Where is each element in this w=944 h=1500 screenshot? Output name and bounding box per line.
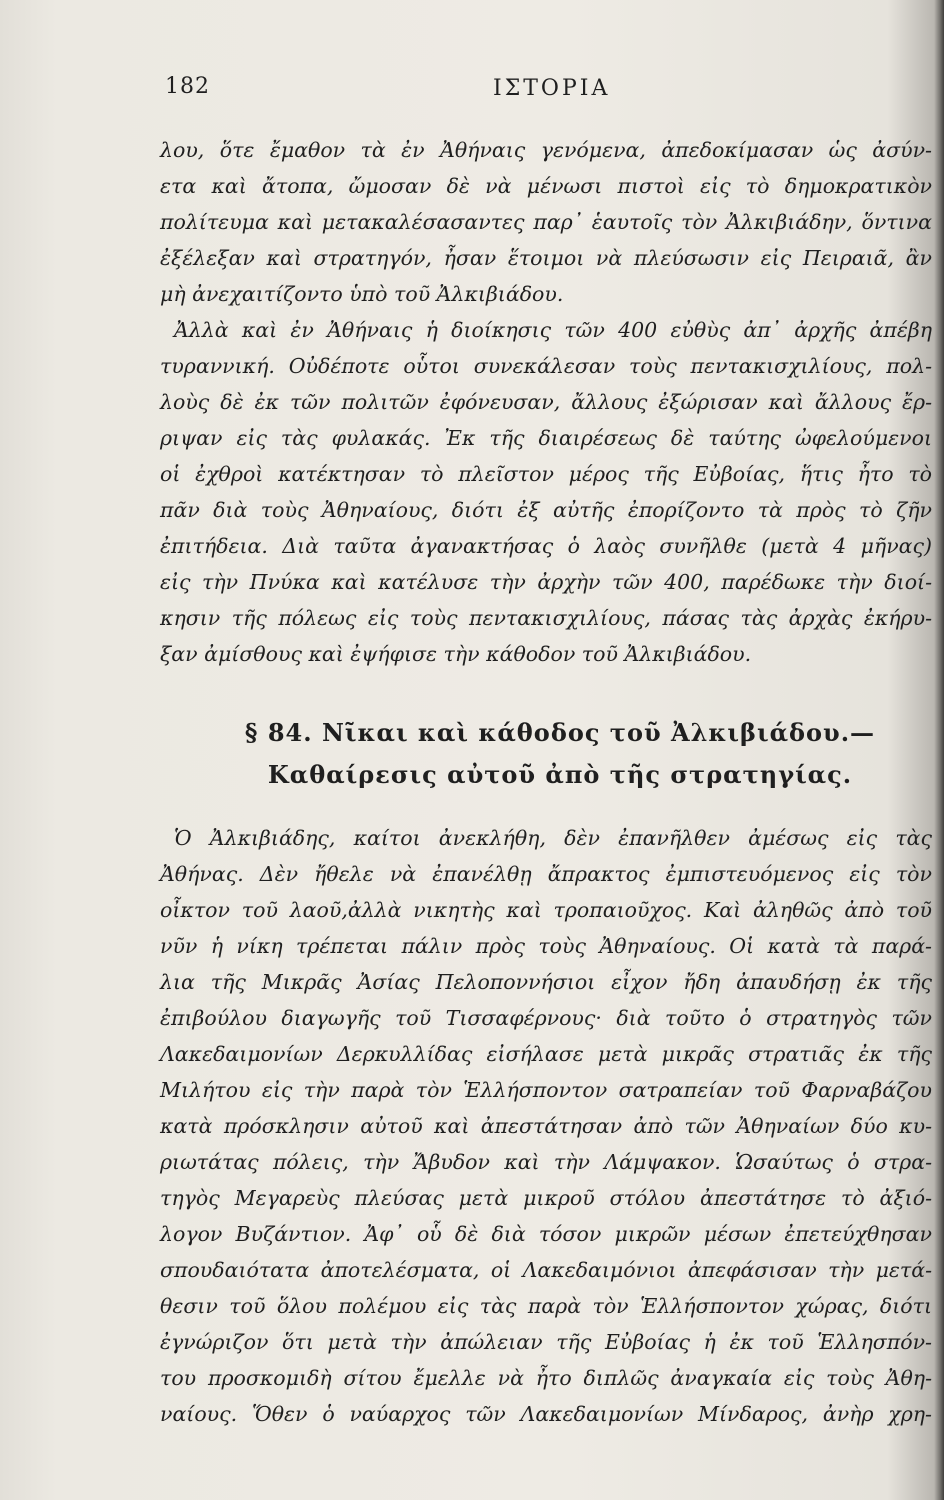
text-line: Λακεδαιμονίων Δερκυλλίδας εἰσήλασε μετὰ μικρᾶς στρατιᾶς ἐκ τῆς xyxy=(160,1042,932,1066)
text-line: ἐξέλεξαν καὶ στρατηγόν, ἦσαν ἕτοιμοι νὰ πλεύσωσιν εἰς Πειραιᾶ, ἂν xyxy=(160,246,932,270)
text-line: ξαν ἀμίσθους καὶ ἐψήφισε τὴν κάθοδον τοῦ Ἀλκιβιάδου. xyxy=(160,642,752,666)
text-line: ναίους. Ὅθεν ὁ ναύαρχος τῶν Λακεδαιμονίων Μίνδαρος, ἀνὴρ χρη- xyxy=(160,1402,932,1426)
text-line: λογον Βυζάντιον. Ἀφ᾽ οὗ δὲ διὰ τόσον μικρῶν μέσων ἐπετεύχθησαν xyxy=(160,1222,932,1246)
text-line: ριψαν εἰς τὰς φυλακάς. Ἐκ τῆς διαιρέσεως δὲ ταύτης ὠφελούμενοι xyxy=(160,426,932,450)
text-line: μὴ ἀνεχαιτίζοντο ὑπὸ τοῦ Ἀλκιβιάδου. xyxy=(160,282,564,306)
section-heading xyxy=(200,712,920,796)
text-line: του προσκομιδὴ σίτου ἔμελλε νὰ ἦτο διπλῶς ἀναγκαία εἰς τοὺς Ἀθη- xyxy=(160,1366,932,1390)
text-line: κησιν τῆς πόλεως εἰς τοὺς πεντακισχιλίους, πάσας τὰς ἀρχὰς ἐκήρυ- xyxy=(160,606,932,630)
text-line: σπουδαιότατα ἀποτελέσματα, οἱ Λακεδαιμόνιοι ἀπεφάσισαν τὴν μετά- xyxy=(160,1258,932,1282)
text-block-bottom xyxy=(160,820,932,1432)
text-line: ἐπιτήδεια. Διὰ ταῦτα ἀγανακτήσας ὁ λαὸς συνῆλθε (μετὰ 4 μῆνας) xyxy=(160,534,932,558)
running-title: ΙΣΤΟΡΙΑ xyxy=(493,76,611,101)
text-line: νῦν ἡ νίκη τρέπεται πάλιν πρὸς τοὺς Ἀθηναίους. Οἱ κατὰ τὰ παρά- xyxy=(160,934,932,958)
text-line: Ἀλλὰ καὶ ἐν Ἀθήναις ἡ διοίκησις τῶν 400 εὐθὺς ἀπ᾽ ἀρχῆς ἀπέβη xyxy=(174,318,932,342)
text-line: ετα καὶ ἄτοπα, ὤμοσαν δὲ νὰ μένωσι πιστοὶ εἰς τὸ δημοκρατικὸν xyxy=(160,174,932,198)
page-edge-shadow xyxy=(934,0,944,1500)
text-line: οἶκτον τοῦ λαοῦ,ἀλλὰ νικητὴς καὶ τροπαιοῦχος. Καὶ ἀληθῶς ἀπὸ τοῦ xyxy=(160,898,932,922)
text-line: λια τῆς Μικρᾶς Ἀσίας Πελοποννήσιοι εἶχον ἤδη ἀπαυδήσῃ ἐκ τῆς xyxy=(160,970,932,994)
section-heading-line-2: Καθαίρεσις αὐτοῦ ἀπὸ τῆς στρατηγίας. xyxy=(267,760,853,789)
text-line: ριωτάτας πόλεις, τὴν Ἄβυδον καὶ τὴν Λάμψακον. Ὡσαύτως ὁ στρα- xyxy=(160,1150,932,1174)
text-line: Ὁ Ἀλκιβιάδης, καίτοι ἀνεκλήθη, δὲν ἐπανῆλθεν ἀμέσως εἰς τὰς xyxy=(174,826,932,850)
text-line: πολίτευμα καὶ μετακαλέσασαντες παρ᾽ ἑαυτοῖς τὸν Ἀλκιβιάδην, ὅντινα xyxy=(160,210,932,234)
text-line: Μιλήτου εἰς τὴν παρὰ τὸν Ἑλλήσποντον σατραπείαν τοῦ Φαρναβάζου xyxy=(160,1078,932,1102)
text-line: οἱ ἐχθροὶ κατέκτησαν τὸ πλεῖστον μέρος τῆς Εὐβοίας, ἥτις ἦτο τὸ xyxy=(160,462,932,486)
text-block-top xyxy=(160,132,932,672)
text-line: κατὰ πρόσκλησιν αὐτοῦ καὶ ἀπεστάτησαν ἀπὸ τῶν Ἀθηναίων δύο κυ- xyxy=(160,1114,932,1138)
text-line: τυραννική. Οὐδέποτε οὗτοι συνεκάλεσαν τοὺς πεντακισχιλίους, πολ- xyxy=(160,354,932,378)
text-line: Ἀθήνας. Δὲν ἤθελε νὰ ἐπανέλθῃ ἄπρακτος ἐμπιστευόμενος εἰς τὸν xyxy=(160,862,932,886)
page-number: 182 xyxy=(165,74,210,99)
text-line: λοὺς δὲ ἐκ τῶν πολιτῶν ἐφόνευσαν, ἄλλους ἐξώρισαν καὶ ἄλλους ἔρ- xyxy=(160,390,932,414)
text-line: θεσιν τοῦ ὅλου πολέμου εἰς τὰς παρὰ τὸν Ἑλλήσποντον χώρας, διότι xyxy=(160,1294,932,1318)
text-line: ἐγνώριζον ὅτι μετὰ τὴν ἀπώλειαν τῆς Εὐβοίας ἡ ἐκ τοῦ Ἑλλησπόν- xyxy=(160,1330,932,1354)
text-line: ἐπιβούλου διαγωγῆς τοῦ Τισσαφέρνους· διὰ τοῦτο ὁ στρατηγὸς τῶν xyxy=(160,1006,932,1030)
text-line: τηγὸς Μεγαρεὺς πλεύσας μετὰ μικροῦ στόλου ἀπεστάτησε τὸ ἀξιό- xyxy=(160,1186,932,1210)
text-line: πᾶν διὰ τοὺς Ἀθηναίους, διότι ἐξ αὐτῆς ἐπορίζοντο τὰ πρὸς τὸ ζῆν xyxy=(160,498,932,522)
text-line: λου, ὅτε ἔμαθον τὰ ἐν Ἀθήναις γενόμενα, ἀπεδοκίμασαν ὡς ἀσύν- xyxy=(160,138,932,162)
text-line: εἰς τὴν Πνύκα καὶ κατέλυσε τὴν ἀρχὴν τῶν 400, παρέδωκε τὴν διοί- xyxy=(160,570,932,594)
running-header xyxy=(0,74,944,114)
section-heading-line-1: § 84. Νῖκαι καὶ κάθοδος τοῦ Ἀλκιβιάδου.— xyxy=(244,718,876,747)
